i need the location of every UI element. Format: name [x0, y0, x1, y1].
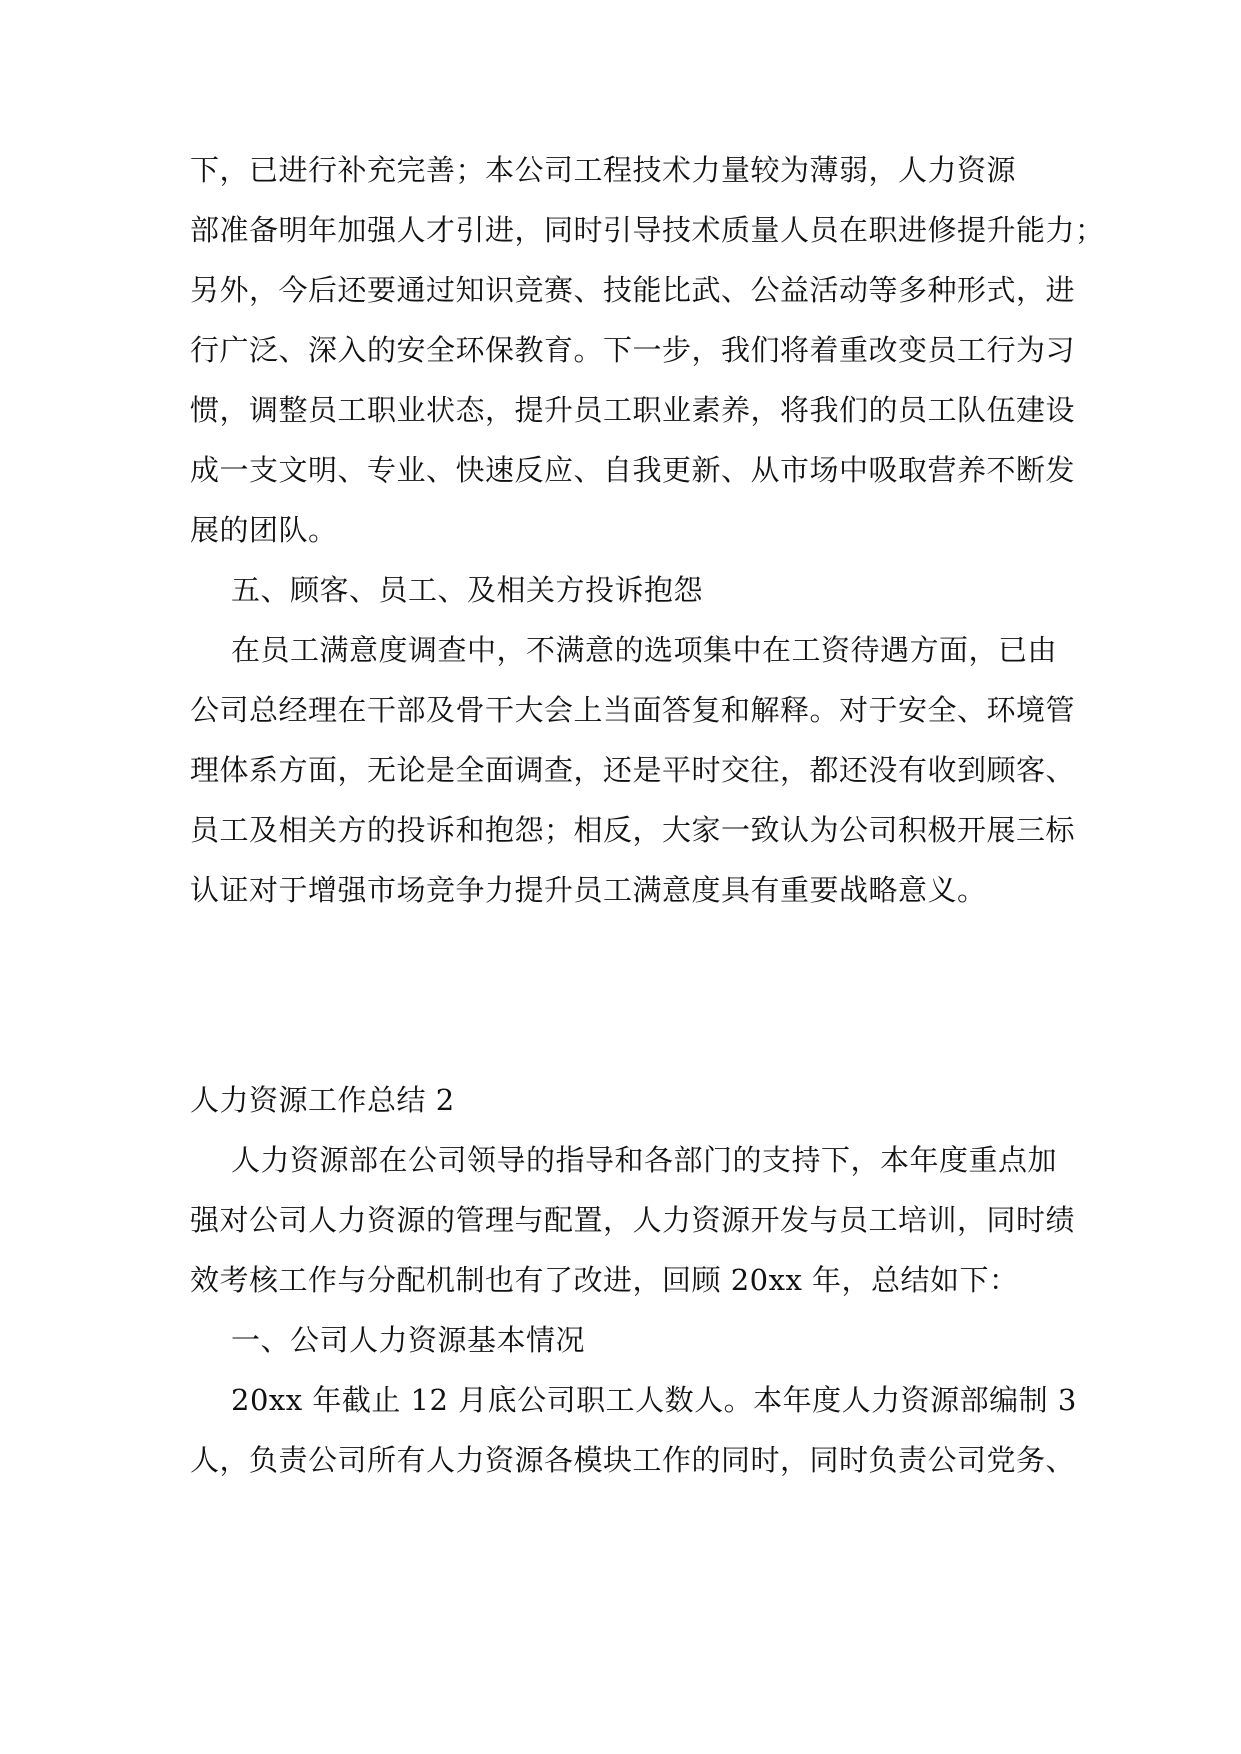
- paragraph-line: 效考核工作与分配机制也有了改进，回顾 20xx 年，总结如下：: [190, 1263, 1019, 1297]
- paragraph-line: 强对公司人力资源的管理与配置，人力资源开发与员工培训，同时绩: [190, 1203, 1076, 1237]
- paragraph-line: 下，已进行补充完善；本公司工程技术力量较为薄弱，人力资源: [190, 153, 1017, 187]
- section-heading: 五、顾客、员工、及相关方投诉抱怨: [231, 573, 704, 607]
- paragraph-line: 另外，今后还要通过知识竞赛、技能比武、公益活动等多种形式，进: [190, 273, 1076, 307]
- paragraph-line: 在员工满意度调查中，不满意的选项集中在工资待遇方面，已由: [231, 633, 1058, 667]
- paragraph-line: 人，负责公司所有人力资源各模块工作的同时，同时负责公司党务、: [190, 1443, 1076, 1477]
- document-title: 人力资源工作总结 2: [190, 1083, 455, 1117]
- paragraph-line: 认证对于增强市场竞争力提升员工满意度具有重要战略意义。: [190, 873, 987, 907]
- paragraph-line: 员工及相关方的投诉和抱怨；相反，大家一致认为公司积极开展三标: [190, 813, 1076, 847]
- paragraph-line: 公司总经理在干部及骨干大会上当面答复和解释。对于安全、环境管: [190, 693, 1076, 727]
- paragraph-line: 20xx 年截止 12 月底公司职工人数人。本年度人力资源部编制 3: [231, 1383, 1077, 1417]
- paragraph-line: 行广泛、深入的安全环保教育。下一步，我们将着重改变员工行为习: [190, 333, 1076, 367]
- paragraph-line: 部准备明年加强人才引进，同时引导技术质量人员在职进修提升能力；: [190, 213, 1105, 247]
- paragraph-line: 理体系方面，无论是全面调查，还是平时交往，都还没有收到顾客、: [190, 753, 1076, 787]
- section-heading: 一、公司人力资源基本情况: [231, 1323, 586, 1357]
- paragraph-line: 展的团队。: [190, 513, 338, 547]
- paragraph-line: 惯，调整员工职业状态，提升员工职业素养，将我们的员工队伍建设: [190, 393, 1076, 427]
- paragraph-line: 成一支文明、专业、快速反应、自我更新、从市场中吸取营养不断发: [190, 453, 1076, 487]
- paragraph-line: 人力资源部在公司领导的指导和各部门的支持下，本年度重点加: [231, 1143, 1058, 1177]
